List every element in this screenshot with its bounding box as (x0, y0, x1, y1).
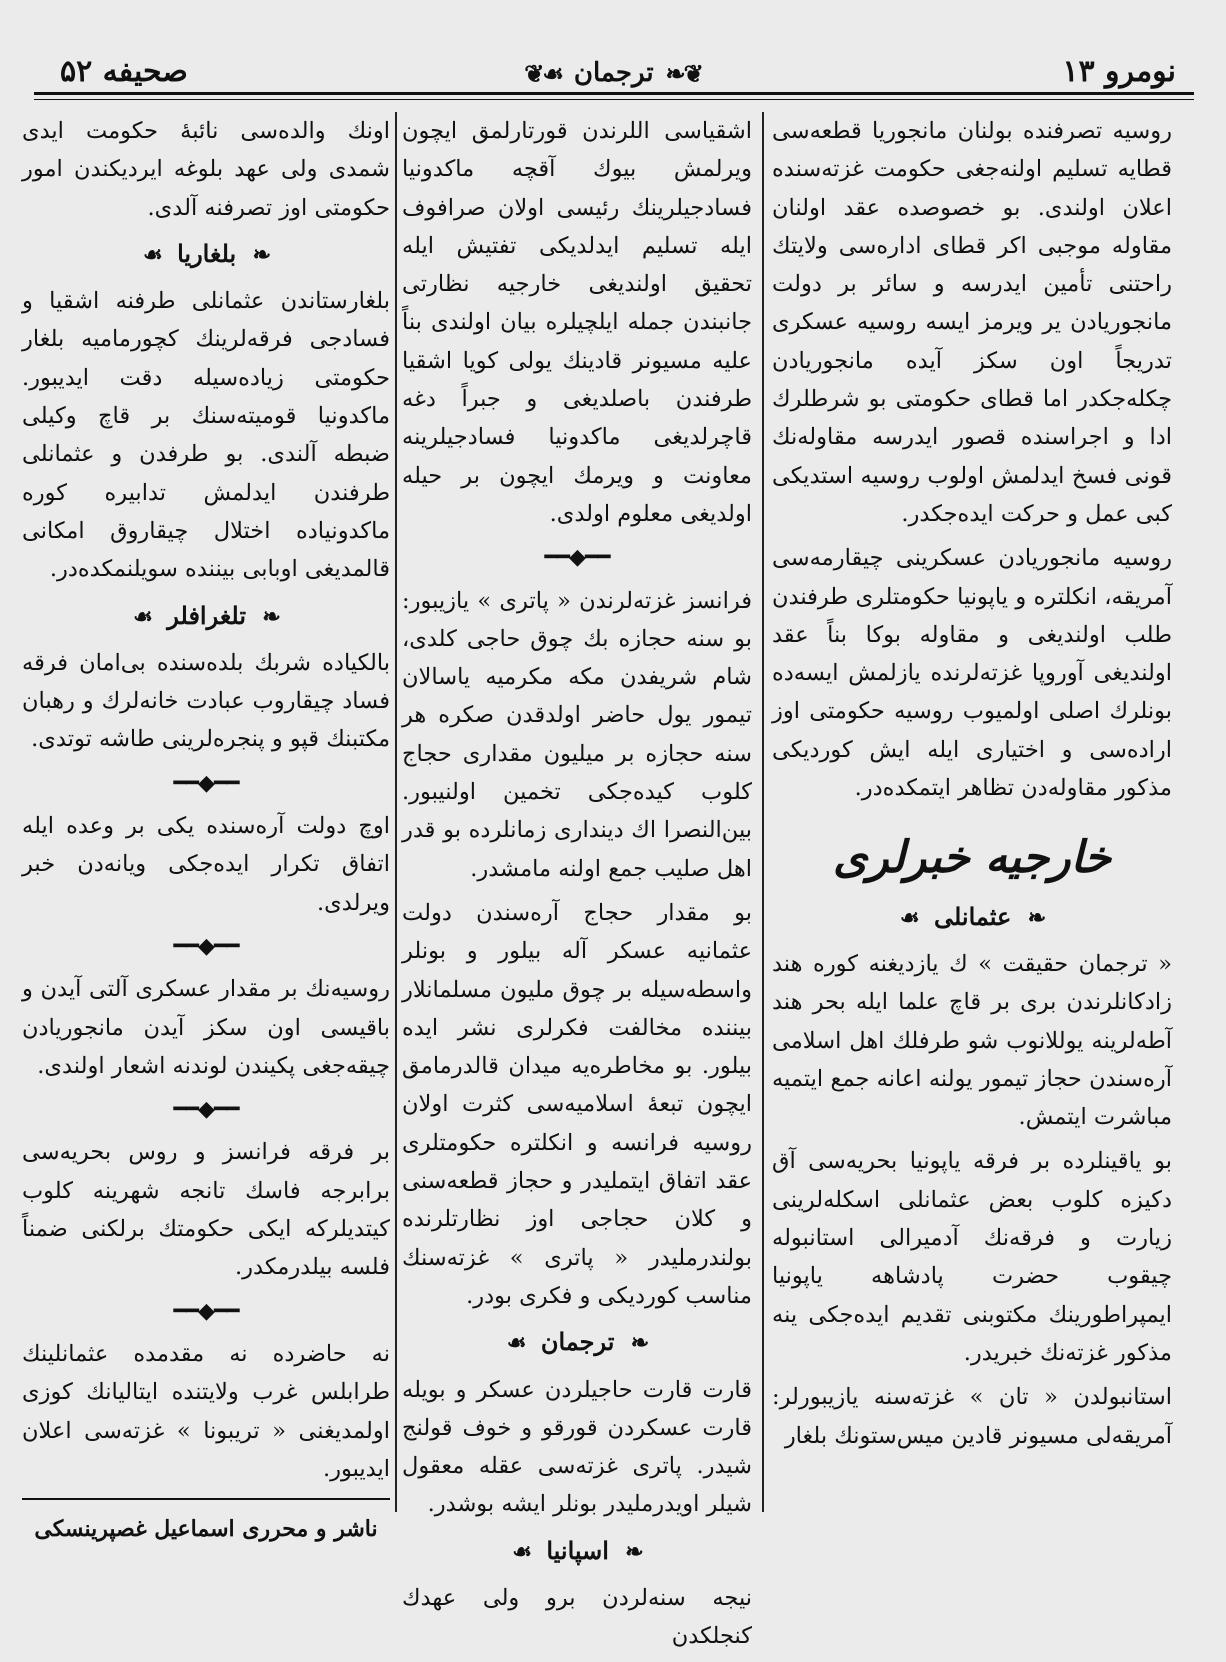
separator-ornament: ━━◆━━ (173, 1097, 239, 1123)
ornament-icon: ❧ (630, 1330, 648, 1357)
article-paragraph: « ترجمان حقیقت » ك یازدیغنه کوره هند زادکانلرندن بری بر قاچ علما ایله بحر هند آطه‌لرینه یوللانوب شو طرفلك اهل اسلامی آره‌سندن حجاز تیمور یولنه اعانه جمع ایتمیه مباشرت ایتمش. (772, 950, 1172, 1131)
section-heading-text: اسپانیا (546, 1535, 609, 1565)
ornament-icon: ☙ (899, 904, 918, 931)
ornament-icon: ☙ (133, 603, 151, 630)
article-paragraph: روسیه مانجوریادن عسکرینی چیقارمه‌سی آمریقه، انکلتره و یاپونیا حکومتلری طرفندن طلب اولندیغی و مقاوله بوکا بناً عقد اولندیغی آوروپا غزته‌لرنده یازلمش ایسه‌ده بونلرك اصلی اولمیوب روسیه حکومتی اوز اراده‌سی و اختیاری ایله ایش کوردیکی مذکور مقاوله‌دن تظاهر ایتمکده‌در. (772, 545, 1172, 802)
footer-rule (22, 1498, 390, 1500)
column-divider (762, 112, 764, 1512)
ornament-icon: ❦❧ (665, 58, 702, 88)
section-title-foreign-news: خارجیه خبرلری (832, 832, 1112, 884)
section-heading-telegrams (22, 597, 390, 636)
article-paragraph: بر فرقه فرانسز و روس بحریه‌سی برابرجه فاسك تانجه شهرینه کلوب کیتدیلرکه ایکی حکومتك برلکنی ضمناً فلسه بیلدرمکدر. (22, 1139, 390, 1281)
section-heading-text: عثمانلی (933, 901, 1012, 931)
ornament-icon: ☙❦ (524, 58, 562, 88)
page-number: صحیفه ۵۲ (60, 54, 188, 89)
ornament-icon: ☙ (143, 241, 161, 268)
issue-number: نومرو ١٣ (1062, 54, 1176, 89)
article-paragraph: بو مقدار حجاج آره‌سندن دولت عثمانیه عسکر آله بیلور و بونلر واسطه‌سیله بر چوق ملیون مسلمانلار بیننده مخالفت فکرلری نشر ایده بیلور. بو مخاطره‌یه میدان قالدرمامق ایچون تبعهٔ اسلامیه‌سی کثرت اولان روسیه فرانسه و انکلتره حکومتلری عقد اتفاق ایتملیدر و حجاز قطعه‌سنی و کلان حجاجی اوز نظارتلرنده بولندرملیدر « پاتری » غزته‌سنك مناسب کوردیکی و فکری بودر. (402, 899, 752, 1309)
section-heading-text: تلغرافلر (167, 600, 247, 630)
article-paragraph: بو یاقینلرده بر فرقه یاپونیا بحریه‌سی آق دکیزه کلوب بعض عثمانلی اسکله‌لرینی زیارت و فرقه‌نك آدمیرالی استانبوله چیقوب حضرت پادشاهه یاپونیا ایمپراطورینك مکتوبنی تقدیم ایده‌جکی ینه مذکور غزته‌نك خبریدر. (772, 1148, 1172, 1366)
publisher-line: ناشر و محرری اسماعیل غصپرینسکی (34, 1516, 378, 1543)
article-paragraph: روسیه تصرفنده بولنان مانجوریا قطعه‌سی قطایه تسلیم اولنه‌جغی حکومت غزته‌سنده اعلان اولندی. بو خصوصده عقد اولنان مقاوله موجبی اکر قطای اداره‌سی ولایتك راحتنی تأمین ایدرسه و سائر بر دولت مانجوریادن یر ویرمز ایسه روسیه عسکری تدریجاً اون سکز آیده مانجوریادن چکله‌جکدر اما قطای حکومتی بو شرطلرك ادا و اجراسنده قصور ایدرسه مقاوله‌نك قونی فسخ ایدلمش اولوب روسیه استدیکی کبی عمل و حرکت ایده‌جکدر. (772, 118, 1172, 527)
column-divider (395, 112, 397, 1512)
section-heading-bulgaria (22, 235, 390, 274)
section-heading-spain (402, 1532, 752, 1571)
column-middle (402, 112, 752, 1662)
ornament-icon: ☙ (512, 1538, 530, 1565)
article-paragraph: قارت قارت حاجیلردن عسکر و بویله قارت عسکردن قورقو و خوف قولنج شیدر. پاتری غزته‌سی عقله معقول شیلر اویدرملیدر بونلر ایشه بوشدر. (402, 1376, 752, 1518)
separator-ornament: ━━◆━━ (173, 933, 239, 959)
article-paragraph: اونك والده‌سی نائبهٔ حکومت ایدی شمدی ولی عهد بلوغه ایردیکندن امور حکومتی اوز تصرفنه آلدی. (22, 118, 390, 221)
article-paragraph: استانبولدن « تان » غزته‌سنه یازیبورلر: آمریقه‌لی مسیونر قادین میس‌ستونك بلغار (772, 1384, 1172, 1449)
masthead-rule-thin (34, 99, 1194, 100)
article-paragraph: نیجه سنه‌لردن برو ولی عهدك کنجلکدن (402, 1584, 752, 1650)
section-heading-ottoman (772, 898, 1172, 937)
masthead-rule (34, 92, 1194, 95)
newspaper-title (524, 58, 702, 88)
column-right (772, 112, 1172, 1461)
newspaper-title-text: ترجمان (573, 58, 654, 88)
separator-ornament: ━━◆━━ (544, 545, 610, 571)
article-paragraph: بلغارستاندن عثمانلی طرفنه اشقیا و فسادجی فرقه‌لرینك کچورمامیه بلغار حکومتی زیاده‌سیله دقت ایدیبور. ماکدونیا قومیته‌سنك بر قاچ وکیلی ضبطه آلندی. بو طرفدن و عثمانلی طرفندن ایدلمش تدابیره کوره ماکدونیاده اختلال چیقاروق امکانی قالمدیغی اوبابی بیننده سویلنمکده‌در. (22, 288, 390, 583)
article-paragraph: نه حاضرده نه مقدمده عثمانلینك طرابلس غرب ولایتنده ایتالیانك کوزی اولمدیغنی « تریبونا » غزته‌سی اعلان ایدیبور. (22, 1340, 390, 1482)
article-paragraph: روسیه‌نك بر مقدار عسکری آلتی آیدن و باقیسی اون سکز آیدن مانجوریادن چیقه‌جغی پکیندن لوندنه اشعار اولندی. (22, 976, 390, 1079)
separator-ornament: ━━◆━━ (173, 770, 239, 796)
article-paragraph: اوچ دولت آره‌سنده یکی بر وعده ایله اتفاق تکرار ایده‌جکی ویانه‌دن خبر ویرلدی. (22, 813, 390, 916)
column-left (22, 112, 390, 1548)
ornament-icon: ☙ (506, 1330, 525, 1357)
masthead (30, 40, 1196, 100)
ornament-icon: ❧ (262, 603, 279, 630)
section-heading-text: بلغاریا (177, 238, 237, 268)
ornament-icon: ❧ (625, 1538, 642, 1565)
section-heading-text: ترجمان (540, 1327, 615, 1357)
article-paragraph: فرانسز غزته‌لرندن « پاتری » یازیبور: بو سنه حجازه بك چوق حاجی کلدی، شام شریفدن مکه مکرمیه یاسالان تیمور یول حاضر اولدقدن صکره هر سنه حجازه بر میلیون مقداری حجاج کلوب کیده‌جکی تخمین اولنیبور. بین‌النصرا اك دینداری زمانلرده بو قدر اهل صلیب جمع اولنه مامشدر. (402, 587, 752, 882)
separator-ornament: ━━◆━━ (173, 1298, 239, 1324)
section-heading-tercuman (402, 1323, 752, 1362)
article-paragraph: اشقیاسی اللرندن قورتارلمق ایچون ویرلمش بیوك آقچه ماکدونیا فسادجیلرینك رئیسی اولان صرافوف ایله تسلیم ایدلدیکی تفتیش ایله تحقیق اولندیغی خارجیه نظارتی جانبندن جمله ایلچیلره بیان اولندی بناً علیه مسیونر قادینك یولی کویا اشقیا طرفندن باصلدیغی و جبراً دغه قاچرلدیغی ماکدونیا فسادجیلرینه معاونت و ویرمك ایچون بر حیله اولدیغی معلوم اولدی. (402, 118, 752, 527)
ornament-icon: ❧ (252, 241, 269, 268)
ornament-icon: ❧ (1027, 904, 1045, 931)
article-paragraph: بالکیاده شربك بلده‌سنده بی‌امان فرقه فساد چیقاروب عبادت خانه‌لرك و رهبان مکتبنك قپو و پنجره‌لرینی طاشه توتدی. (22, 649, 390, 753)
